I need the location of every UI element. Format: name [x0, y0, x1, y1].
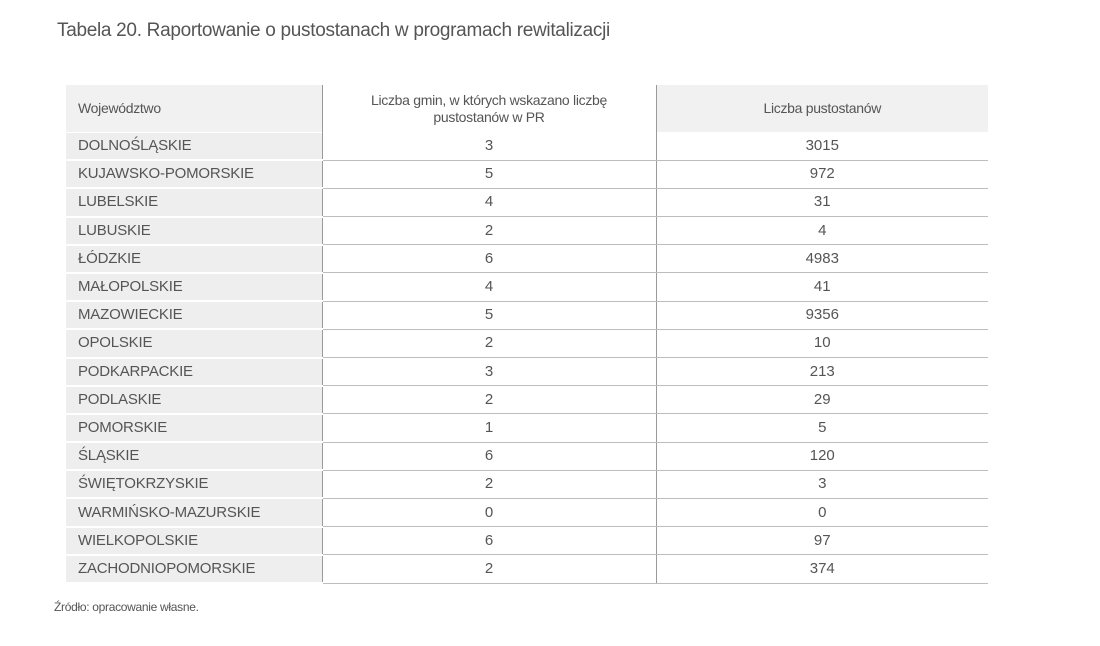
voivodeship-name: WIELKOPOLSKIE — [66, 527, 322, 555]
vacancies-count: 9356 — [656, 301, 988, 329]
voivodeship-name: MAŁOPOLSKIE — [66, 273, 322, 301]
vacancies-count: 972 — [656, 160, 988, 188]
municipalities-count: 6 — [322, 527, 656, 555]
municipalities-count: 2 — [322, 386, 656, 414]
voivodeship-name: PODLASKIE — [66, 386, 322, 414]
voivodeship-name: MAZOWIECKIE — [66, 301, 322, 329]
municipalities-count: 3 — [322, 133, 656, 161]
table-row — [66, 217, 988, 245]
voivodeship-name: WARMIŃSKO-MAZURSKIE — [66, 498, 322, 526]
municipalities-count: 2 — [322, 555, 656, 583]
table-row — [66, 329, 988, 357]
municipalities-count: 2 — [322, 470, 656, 498]
voivodeship-name: ZACHODNIOPOMORSKIE — [66, 555, 322, 583]
voivodeship-name: KUJAWSKO-POMORSKIE — [66, 160, 322, 188]
header-vacancies-count: Liczba pustostanów — [656, 85, 988, 133]
vacancies-count: 41 — [656, 273, 988, 301]
municipalities-count: 6 — [322, 245, 656, 273]
vacancies-count: 0 — [656, 498, 988, 526]
voivodeship-name: ŚLĄSKIE — [66, 442, 322, 470]
vacancies-count: 3 — [656, 470, 988, 498]
table-row — [66, 442, 988, 470]
voivodeship-name: ŁÓDZKIE — [66, 245, 322, 273]
municipalities-count: 4 — [322, 273, 656, 301]
voivodeship-name: ŚWIĘTOKRZYSKIE — [66, 470, 322, 498]
vacancies-count: 4 — [656, 217, 988, 245]
vacancies-count: 31 — [656, 188, 988, 216]
table-header-row — [66, 85, 988, 133]
voivodeship-name: PODKARPACKIE — [66, 358, 322, 386]
municipalities-count: 6 — [322, 442, 656, 470]
voivodeship-name: LUBELSKIE — [66, 188, 322, 216]
source-note: Źródło: opracowanie własne. — [54, 600, 199, 614]
table-title: Tabela 20. Raportowanie o pustostanach w programach rewitalizacji — [57, 20, 610, 41]
municipalities-count: 4 — [322, 188, 656, 216]
header-municipalities-count — [322, 85, 656, 133]
table-row — [66, 470, 988, 498]
municipalities-count: 5 — [322, 160, 656, 188]
vacancies-count: 213 — [656, 358, 988, 386]
municipalities-count: 0 — [322, 498, 656, 526]
vacancies-count: 5 — [656, 414, 988, 442]
vacancies-table — [66, 85, 988, 584]
table-row — [66, 160, 988, 188]
vacancies-count: 97 — [656, 527, 988, 555]
table-row — [66, 245, 988, 273]
table-row — [66, 301, 988, 329]
voivodeship-name: LUBUSKIE — [66, 217, 322, 245]
table-row — [66, 527, 988, 555]
vacancies-count: 3015 — [656, 133, 988, 161]
table-row — [66, 358, 988, 386]
table-row — [66, 133, 988, 161]
municipalities-count: 1 — [322, 414, 656, 442]
municipalities-count: 2 — [322, 329, 656, 357]
table-row — [66, 188, 988, 216]
table-row — [66, 555, 988, 583]
header-voivodeship: Województwo — [66, 85, 322, 133]
table-row — [66, 386, 988, 414]
vacancies-count: 29 — [656, 386, 988, 414]
table-row — [66, 273, 988, 301]
municipalities-count: 3 — [322, 358, 656, 386]
vacancies-count: 374 — [656, 555, 988, 583]
municipalities-count: 5 — [322, 301, 656, 329]
header-municipalities-line2: pustostanów w PR — [433, 108, 545, 125]
table-row — [66, 498, 988, 526]
vacancies-count: 10 — [656, 329, 988, 357]
table-row — [66, 414, 988, 442]
vacancies-count: 4983 — [656, 245, 988, 273]
voivodeship-name: DOLNOŚLĄSKIE — [66, 133, 322, 161]
voivodeship-name: OPOLSKIE — [66, 329, 322, 357]
header-municipalities-line1: Liczba gmin, w których wskazano liczbę — [370, 91, 608, 108]
vacancies-count: 120 — [656, 442, 988, 470]
voivodeship-name: POMORSKIE — [66, 414, 322, 442]
municipalities-count: 2 — [322, 217, 656, 245]
table-body — [66, 133, 988, 584]
